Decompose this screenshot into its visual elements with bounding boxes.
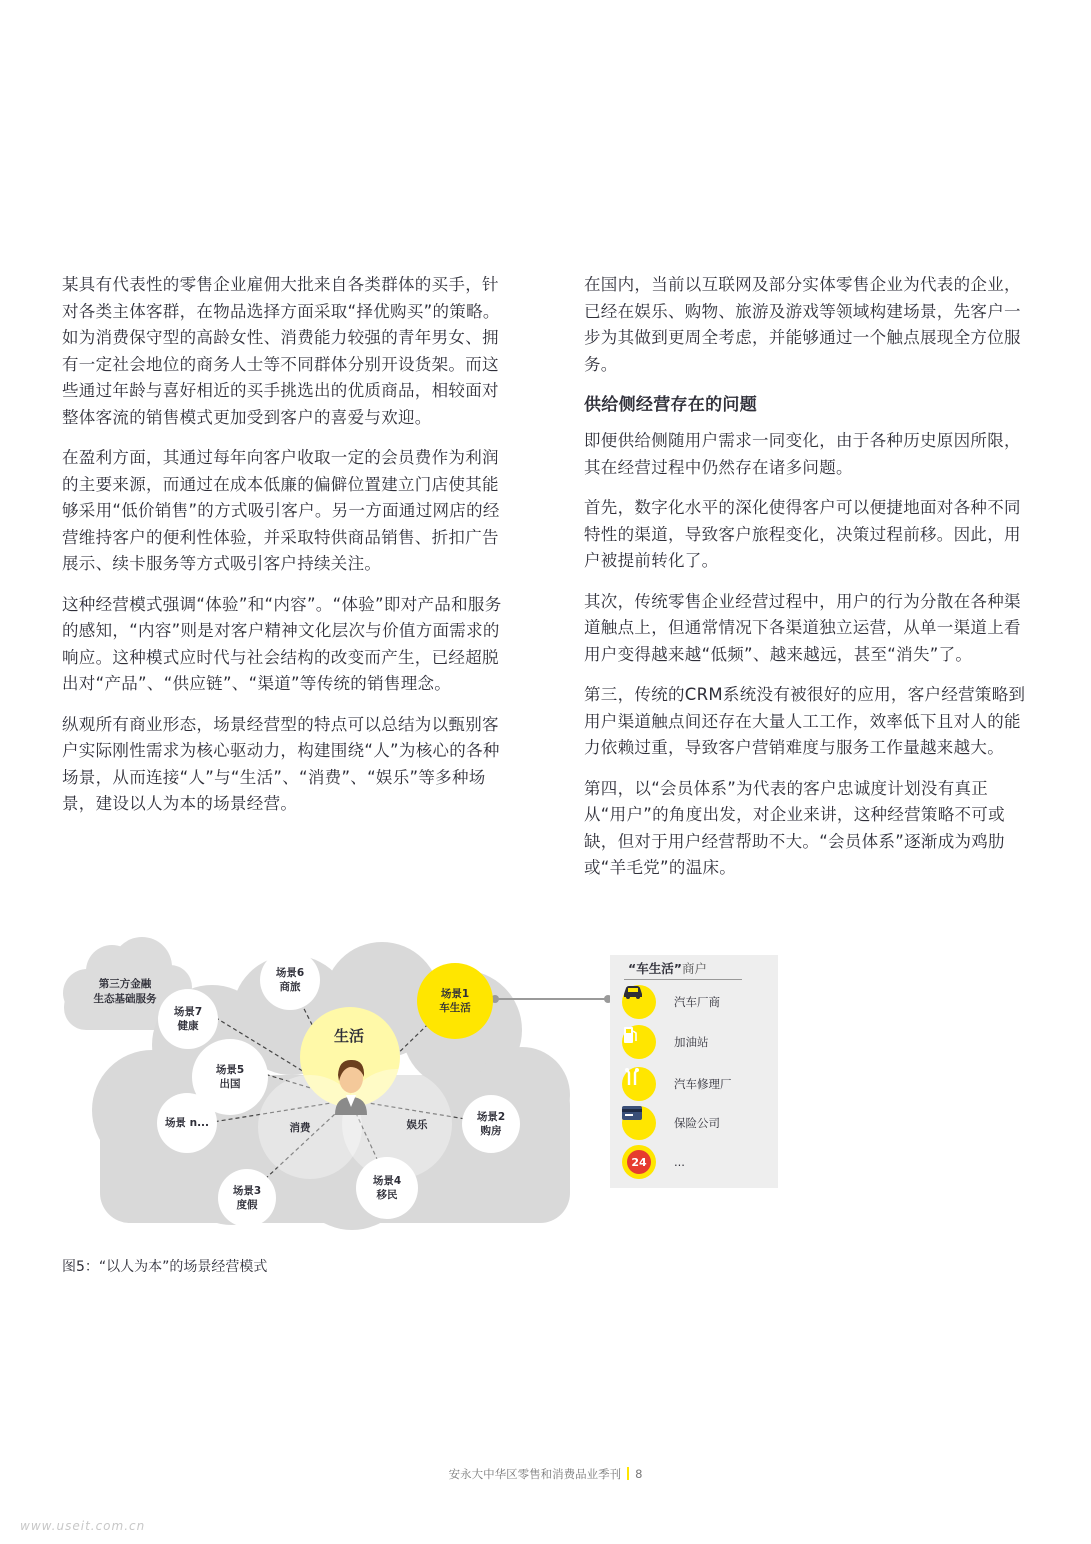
- merchant-label-insurance: 保险公司: [674, 1116, 720, 1130]
- footer-publication: 安永大中华区零售和消费品业季刊: [448, 1467, 622, 1481]
- merchant-panel: [610, 955, 778, 1188]
- left-paragraph-4: 纵观所有商业形态，场景经营型的特点可以总结为以甄别客户实际刚性需求为核心驱动力，构建围绕“人”为核心的各种场景，从而连接“人”与“生活”、“消费”、“娱乐”等多种场景，建设以人为本的场景经营。: [62, 714, 500, 813]
- merchant-label-car-maker: 汽车厂商: [674, 995, 720, 1009]
- left-column: [62, 272, 502, 832]
- right-paragraph-5: 第四，以“会员体系”为代表的客户忠诚度计划没有真正从“用户”的角度出发，对企业来讲，这种经营策略不可或缺，但对于用户经营帮助不大。“会员体系”逐渐成为鸡肋或“羊毛党”的温床。: [584, 778, 1005, 877]
- scene-1-name: 车生活: [439, 1002, 471, 1014]
- scene-7-name: 健康: [177, 1020, 199, 1032]
- right-paragraph-3: 其次，传统零售企业经营过程中，用户的行为分散在各种渠道触点上，但通常情况下各渠道独立运营，从单一渠道上看用户变得越来越“低频”、越来越远，甚至“消失”了。: [584, 591, 1021, 664]
- left-paragraph-1: 某具有代表性的零售企业雇佣大批来自各类群体的买手，针对各类主体客群，在物品选择方面采取“择优购买”的策略。如为消费保守型的高龄女性、消费能力较强的青年男女、拥有一定社会地位的商务人士等不同群体分别开设货架。而这些通过年龄与喜好相近的买手挑选出的优质商品，相较面对整体客流的销售模式更加受到客户的喜爱与欢迎。: [62, 275, 500, 427]
- figure-caption: 图5：“以人为本”的场景经营模式: [62, 1259, 268, 1275]
- finance-services-label: [80, 977, 170, 1007]
- scene-4-title: 场景4: [372, 1175, 402, 1187]
- footer-divider: [627, 1467, 629, 1480]
- card-icon: [622, 1106, 656, 1140]
- merchant-item-repair-shop: [622, 1067, 732, 1101]
- page-footer: [0, 1466, 1091, 1482]
- finance-label-line1: 第三方金融: [98, 978, 152, 990]
- scene-node-2: [462, 1095, 520, 1153]
- left-paragraph-2: 在盈利方面，其通过每年向客户收取一定的会员费作为利润的主要来源，而通过在成本低廉的偏僻位置建立门店使其能够采用“低价销售”的方式吸引客户。另一方面通过网店的经营维持客户的便利性体验，并采取特供商品销售、折扣广告展示、续卡服务等方式吸引客户持续关注。: [62, 448, 500, 573]
- merchant-panel-title: [628, 959, 707, 977]
- scene-5-title: 场景5: [215, 1064, 245, 1076]
- 24-hour-icon: [622, 1145, 656, 1179]
- page-number: 8: [635, 1467, 643, 1481]
- scene-node-n: [157, 1093, 217, 1153]
- scene-7-title: 场景7: [173, 1006, 203, 1018]
- right-paragraph-2: 首先，数字化水平的深化使得客户可以便捷地面对各种不同特性的渠道，导致客户旅程变化，决策过程前移。因此，用户被提前转化了。: [584, 498, 1021, 570]
- watermark: www.useit.com.cn: [20, 1519, 146, 1533]
- scene-node-6: [260, 950, 320, 1010]
- person-icon: [330, 1055, 372, 1115]
- right-intro: 在国内，当前以互联网及部分实体零售企业为代表的企业，已经在娱乐、购物、旅游及游戏等领域构建场景，先客户一步为其做到更周全考虑，并能够通过一个触点展现全方位服务。: [584, 275, 1021, 374]
- merchant-item-gas-station: [622, 1025, 709, 1059]
- car-icon: [622, 985, 656, 1019]
- panel-title-bold: “车生活”: [628, 961, 682, 976]
- scene-3-title: 场景3: [232, 1185, 262, 1197]
- left-paragraph-3: 这种经营模式强调“体验”和“内容”。“体验”即对产品和服务的感知，“内容”则是对客户精神文化层次与价值方面需求的响应。这种模式应时代与社会结构的改变而产生，已经超脱出对“产品”、“供应链”、“渠道”等传统的销售理念。: [62, 594, 502, 693]
- scene-2-name: 购房: [480, 1125, 502, 1137]
- section-heading: 供给侧经营存在的问题: [584, 395, 757, 415]
- scene-node-1: [417, 963, 493, 1039]
- panel-divider: [624, 979, 742, 980]
- merchant-label-repair-shop: 汽车修理厂: [674, 1077, 732, 1091]
- scene-node-4: [356, 1157, 418, 1219]
- scene-n-title: 场景 n...: [164, 1117, 210, 1129]
- 24-badge: 24: [627, 1150, 651, 1174]
- right-column: [584, 272, 1029, 896]
- right-paragraph-4: 第三，传统的CRM系统没有被很好的应用，客户经营策略到用户渠道触点间还存在大量人工工作，效率低下且对人的能力依赖过重，导致客户营销难度与服务工作量越来越大。: [584, 685, 1026, 757]
- merchant-item-insurance: [622, 1106, 720, 1140]
- wrench-icon: [622, 1067, 656, 1101]
- fuel-pump-icon: [622, 1025, 656, 1059]
- merchant-label-gas-station: 加油站: [674, 1035, 709, 1049]
- scene-3-name: 度假: [236, 1199, 258, 1211]
- scene-1-title: 场景1: [440, 988, 470, 1000]
- merchant-item-more: [622, 1145, 685, 1179]
- right-paragraph-1: 即便供给侧随用户需求一同变化，由于各种历史原因所限，其在经营过程中仍然存在诸多问题。: [584, 431, 1021, 477]
- merchant-item-car-maker: [622, 985, 720, 1019]
- scene-diagram: [52, 935, 782, 1235]
- scene-6-title: 场景6: [275, 967, 305, 979]
- panel-title-rest: 商户: [681, 961, 707, 976]
- scene-2-title: 场景2: [476, 1111, 506, 1123]
- scene-node-3: [218, 1169, 276, 1227]
- entertain-label: 娱乐: [406, 1118, 428, 1131]
- finance-label-line2: 生态基础服务: [93, 993, 157, 1005]
- life-label: 生活: [334, 1027, 365, 1045]
- scene-5-name: 出国: [219, 1078, 241, 1090]
- consume-label: 消费: [289, 1121, 311, 1134]
- scene-6-name: 商旅: [279, 981, 301, 993]
- merchant-label-more: ...: [674, 1155, 685, 1169]
- scene-4-name: 移民: [376, 1189, 398, 1201]
- scene-node-7: [158, 989, 218, 1049]
